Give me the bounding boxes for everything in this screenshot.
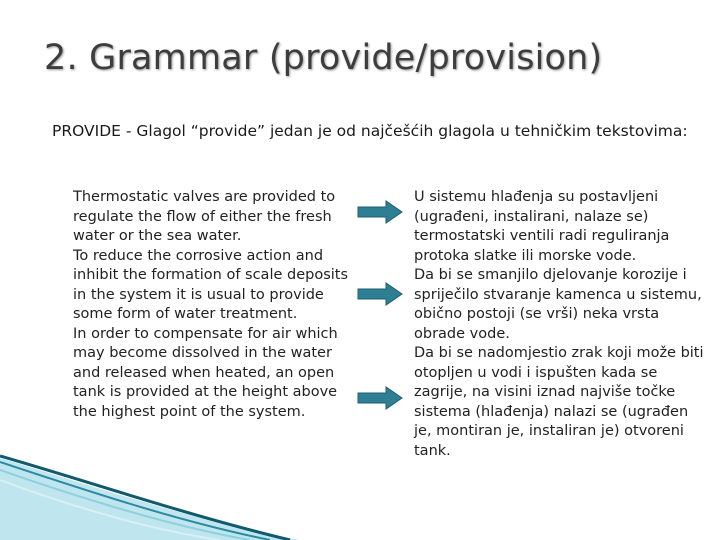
- english-sentence: To reduce the corrosive action and inhibit the formation of scale deposits in the system it is usual to provide some form of water treatment.: [73, 247, 349, 322]
- list-item: [53, 325, 353, 423]
- right-arrow-icon: [356, 386, 404, 410]
- translation-text: [414, 188, 704, 461]
- list-item: [53, 188, 353, 247]
- slide-title: 2. Grammar (provide/provision): [44, 38, 603, 78]
- decorative-wave: [0, 440, 720, 540]
- right-arrow-icon: [356, 282, 404, 306]
- right-arrow-icon: [356, 200, 404, 224]
- english-sentence: Thermostatic valves are provided to regulate the flow of either the fresh water or the sea water.: [73, 189, 336, 244]
- translation-paragraph: Da bi se smanjilo djelovanje korozije i spriječilo stvaranje kamenca u sistemu, obično postoji (se vrši) neka vrsta obrade vode.: [414, 267, 702, 342]
- intro-text: PROVIDE - Glagol “provide” jedan je od najčešćih glagola u tehničkim tekstovima:: [52, 122, 688, 140]
- translation-paragraph: Da bi se nadomjestio zrak koji može biti otopljen u vodi i ispušten kada se zagrije, na visini iznad najviše točke sistema (hlađenja) nalazi se (ugrađen je, montiran je, instaliran je) otvoreni tank.: [414, 345, 704, 459]
- list-item: [53, 247, 353, 325]
- english-sentence: In order to compensate for air which may become dissolved in the water and released when heated, an open tank is provided at the height above the highest point of the system.: [73, 325, 338, 420]
- translation-paragraph: U sistemu hlađenja su postavljeni (ugrađeni, instalirani, nalaze se) termostatski ventili radi reguliranja protoka slatke ili morske vode.: [414, 189, 670, 264]
- english-sentence-list: [53, 188, 353, 422]
